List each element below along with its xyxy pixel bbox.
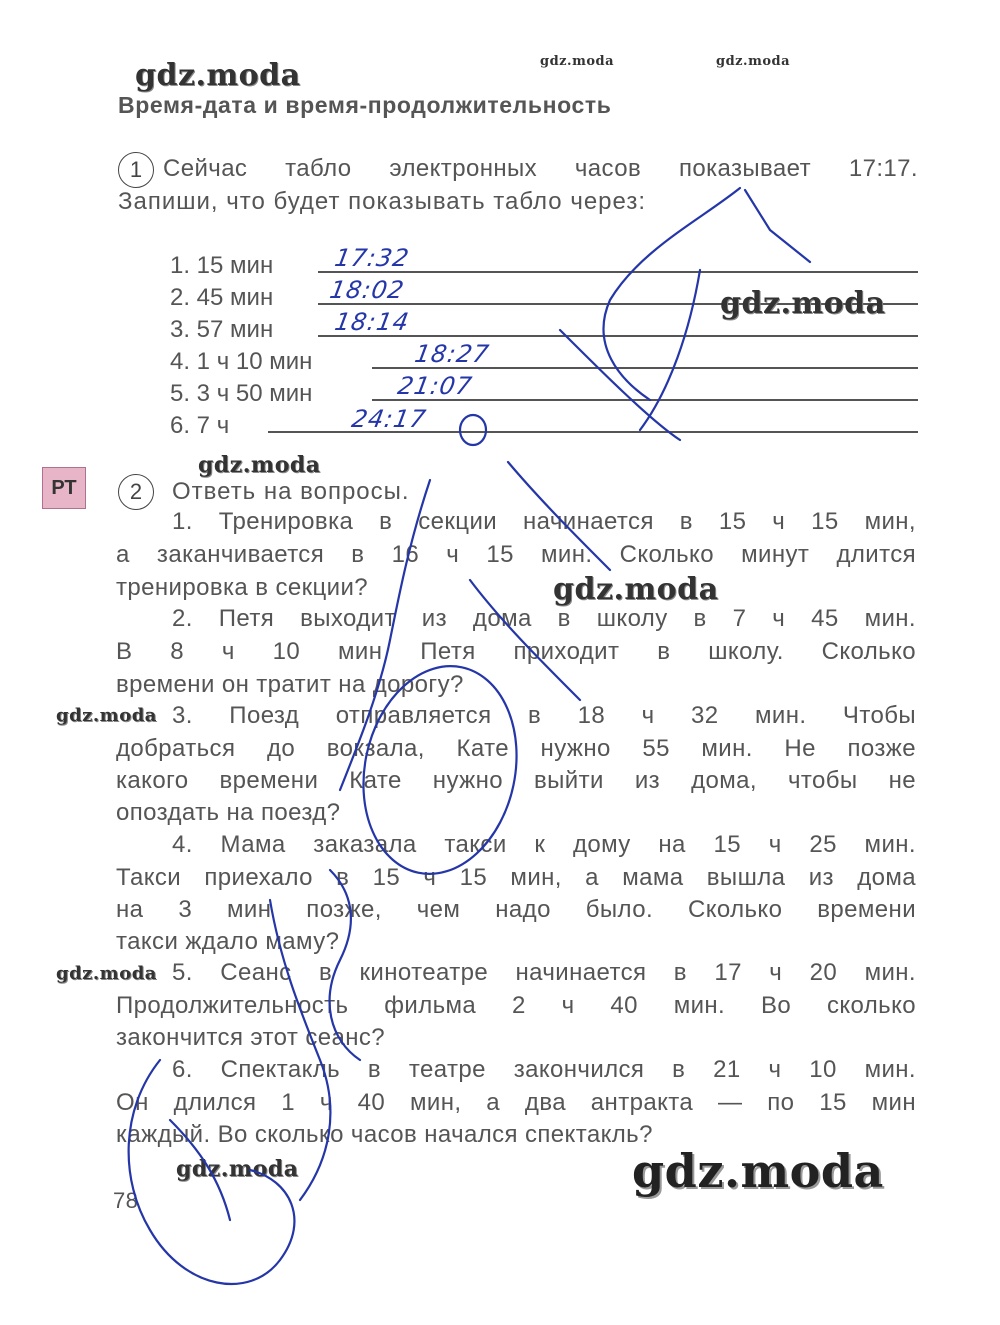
page-number: 78 bbox=[113, 1188, 139, 1213]
rt-badge: РТ bbox=[42, 467, 86, 509]
task-1-item-3: 3. 57 мин bbox=[170, 316, 274, 343]
watermark-rt: gdz.moda bbox=[198, 452, 321, 478]
watermark-left-low: gdz.moda bbox=[56, 963, 157, 984]
scribble-stroke-4 bbox=[560, 330, 680, 440]
scribble-stroke-8 bbox=[330, 870, 360, 1060]
q6-line-1: 6. Спектакль в театре закончился в 21 ч 10 мин. bbox=[172, 1056, 916, 1083]
q1-line-1: 1. Тренировка в секции начинается в 15 ч 15 мин, bbox=[172, 508, 916, 535]
task-1-item-5: 5. 3 ч 50 мин bbox=[170, 380, 313, 407]
page-title: Время-дата и время-продолжительность bbox=[118, 92, 612, 118]
watermark-left-mid: gdz.moda bbox=[56, 705, 157, 726]
q5-line-1: 5. Сеанс в кинотеатре начинается в 17 ч 20 мин. bbox=[172, 959, 916, 986]
watermark-small-2: gdz.moda bbox=[716, 54, 791, 69]
watermark-bottom-big: gdz.moda bbox=[632, 1144, 884, 1198]
scribble-stroke-9 bbox=[270, 900, 330, 1200]
task-1-line-1: Сейчас табло электронных часов показывает 17:17. bbox=[163, 155, 918, 182]
q5-line-2: Продолжительность фильма 2 ч 40 мин. Во сколько bbox=[116, 992, 916, 1019]
watermark-bottom-small: gdz.moda bbox=[176, 1156, 299, 1182]
answer-6-handwritten: 24:17 bbox=[349, 405, 429, 433]
q2-line-3: времени он тратит на дорогу? bbox=[116, 671, 464, 698]
q3-line-4: опоздать на поезд? bbox=[116, 799, 341, 826]
q4-line-3: на 3 мин позже, чем надо было. Сколько времени bbox=[116, 896, 916, 923]
scribble-circle-large bbox=[345, 652, 535, 889]
scribble-circle-small bbox=[460, 415, 486, 445]
answer-3-handwritten: 18:14 bbox=[332, 308, 412, 336]
q3-line-2: добраться до вокзала, Кате нужно 55 мин. Не позже bbox=[116, 735, 916, 762]
answer-4-handwritten: 18:27 bbox=[412, 340, 492, 368]
q3-line-3: какого времени Кате нужно выйти из дома, чтобы не bbox=[116, 767, 916, 794]
task-1-item-4: 4. 1 ч 10 мин bbox=[170, 348, 313, 375]
q2-line-1: 2. Петя выходит из дома в школу в 7 ч 45 мин. bbox=[172, 605, 916, 632]
task-1-item-6: 6. 7 ч bbox=[170, 412, 230, 439]
scribble-stroke-1 bbox=[604, 188, 740, 400]
watermark-header: gdz.moda bbox=[135, 58, 301, 93]
q4-line-1: 4. Мама заказала такси к дому на 15 ч 25 мин. bbox=[172, 831, 916, 858]
q4-line-4: такси ждало маму? bbox=[116, 928, 340, 955]
q5-line-3: закончится этот сеанс? bbox=[116, 1024, 386, 1051]
q2-line-2: В 8 ч 10 мин Петя приходит в школу. Сколько bbox=[116, 638, 916, 665]
answer-5-handwritten: 21:07 bbox=[395, 372, 475, 400]
task-1-item-2: 2. 45 мин bbox=[170, 284, 274, 311]
q3-line-1: 3. Поезд отправляется в 18 ч 32 мин. Чтобы bbox=[172, 702, 916, 729]
q6-line-2: Он длился 1 ч 40 мин, а два антракта — по 15 мин bbox=[116, 1089, 916, 1116]
task-1-line-2: Запиши, что будет показывать табло через: bbox=[118, 188, 647, 215]
task-1-item-1: 1. 15 мин bbox=[170, 252, 274, 279]
q6-line-3: каждый. Во сколько часов начался спектакль? bbox=[116, 1121, 653, 1148]
task-2-heading: Ответь на вопросы. bbox=[172, 478, 410, 505]
q1-line-3: тренировка в секции? bbox=[116, 574, 369, 601]
q4-line-2: Такси приехало в 15 ч 15 мин, а мама вышла из дома bbox=[116, 864, 916, 891]
answer-1-handwritten: 17:32 bbox=[332, 244, 412, 272]
answer-2-handwritten: 18:02 bbox=[327, 276, 407, 304]
scribble-stroke-2 bbox=[745, 190, 810, 262]
scribble-stroke-7 bbox=[470, 580, 580, 700]
task-2-number: 2 bbox=[118, 474, 154, 510]
watermark-small-1: gdz.moda bbox=[540, 54, 615, 69]
scribble-stroke-6 bbox=[340, 480, 430, 790]
scribble-stroke-11 bbox=[170, 1120, 230, 1220]
task-1-number: 1 bbox=[118, 152, 154, 188]
scribble-stroke-5 bbox=[508, 462, 610, 570]
watermark-right-mid: gdz.moda bbox=[720, 286, 886, 321]
watermark-center: gdz.moda bbox=[553, 572, 719, 607]
scribble-stroke-3 bbox=[640, 270, 700, 430]
q1-line-2: а заканчивается в 16 ч 15 мин. Сколько минут длится bbox=[116, 541, 916, 568]
